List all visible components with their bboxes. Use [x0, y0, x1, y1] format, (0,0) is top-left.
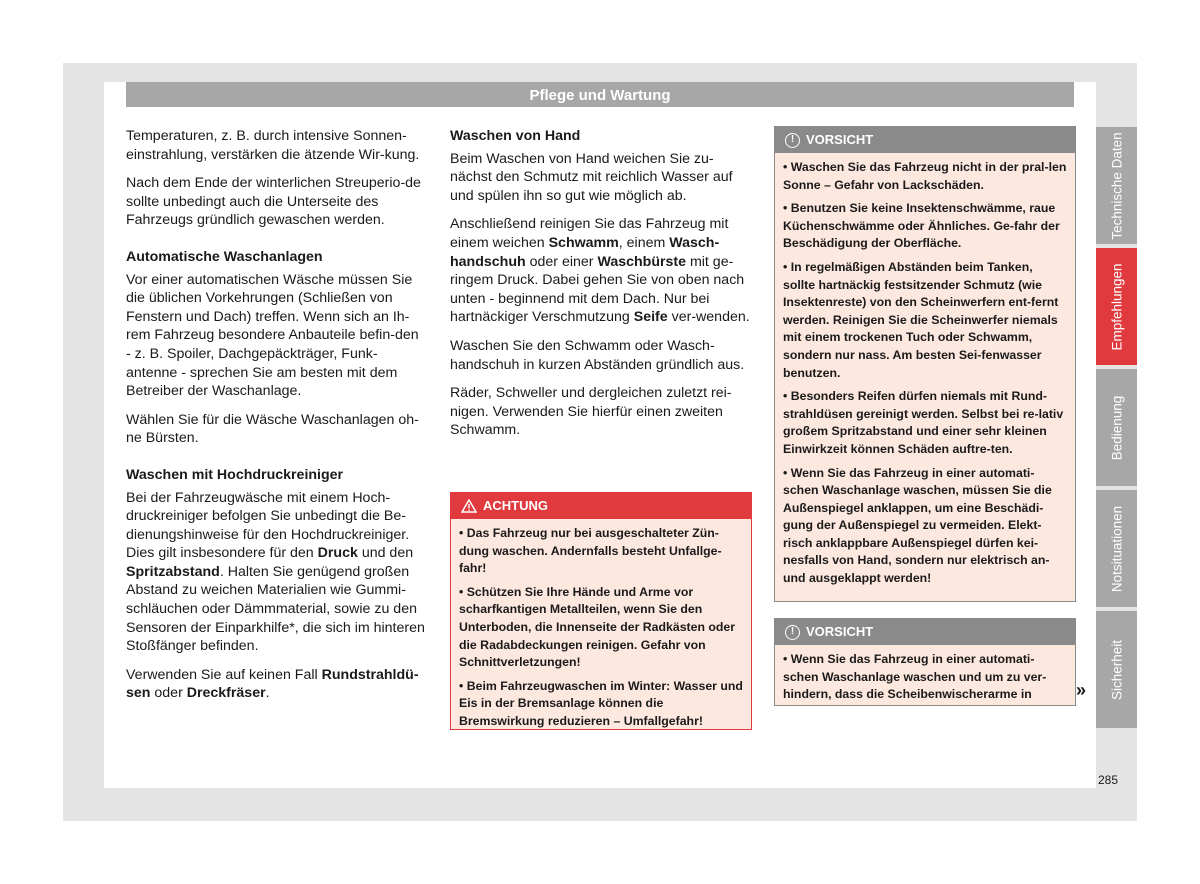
paragraph: Räder, Schweller und dergleichen zuletzt rei-nigen. Verwenden Sie hierfür einen zweiten Schwamm.	[450, 385, 732, 439]
bullet-icon: •	[783, 259, 791, 274]
bullet-icon: •	[459, 526, 467, 540]
bullet-item	[459, 525, 743, 578]
tab-sicherheit[interactable]: Sicherheit	[1096, 611, 1137, 728]
paragraph: Waschen Sie den Schwamm oder Wasch-handschuh in kurzen Abständen gründlich aus.	[450, 337, 745, 373]
caution-circle-icon: !	[785, 625, 800, 640]
paragraph: Vor einer automatischen Wäsche müssen Sie die üblichen Vorkehrungen (Schließen von Fenstern und Dach) treffen. Wenn sich an Ih-rem Fahrzeug besondere Anbauteile befin-den - z. B. Spoiler, Dachgepäckträger, Funk-antenne - sprechen Sie am besten mit dem Betreiber der Waschanlage.	[126, 271, 419, 400]
tab-bedienung[interactable]: Bedienung	[1096, 369, 1137, 486]
bullet-icon: •	[783, 160, 791, 174]
bullet-icon: •	[783, 201, 791, 216]
bullet-icon: •	[459, 678, 467, 693]
warning-list	[451, 519, 751, 741]
subheading: Waschen von Hand	[450, 128, 581, 144]
bullet-item	[459, 584, 743, 672]
bullet-icon: •	[783, 389, 791, 404]
paragraph: Anschließend reinigen Sie das Fahrzeug mit einem weichen Schwamm, einem Wasch-handschuh oder einer Waschbürste mit ge-ringem Druck. Dabei gehen Sie von oben nach unten - beginnend mit dem Dach. Nur bei hartnäckiger Verschmutzung Seife ver-wenden.	[450, 216, 750, 326]
bullet-text: Besonders Reifen dürfen niemals mit Rund-strahldüsen gereinigt werden. Selbst bei re-lativ großem Spritzabstand und einer sehr kleinen Einwirkzeit können Schäden auftre-ten.	[783, 389, 1064, 456]
caution-box-2	[774, 618, 1076, 706]
caution-box	[774, 126, 1076, 602]
caution-list	[775, 645, 1075, 706]
tab-empfehlungen[interactable]: Empfehlungen	[1096, 248, 1137, 365]
paragraph: Nach dem Ende der winterlichen Streuperio-de sollte unbedingt auch die Unterseite des Fahrzeugs gründlich gewaschen werden.	[126, 175, 421, 229]
warning-header	[451, 493, 751, 519]
bullet-item	[783, 259, 1067, 382]
bullet-item	[783, 159, 1067, 194]
paragraph: Temperaturen, z. B. durch intensive Sonnen-einstrahlung, verstärken die ätzende Wir-kung.	[126, 128, 420, 163]
bullet-text: Wenn Sie das Fahrzeug in einer automati-schen Waschanlage waschen und um zu ver-hindern, dass die Scheibenwischerarme in	[783, 652, 1047, 702]
tab-notsituationen[interactable]: Notsituationen	[1096, 490, 1137, 607]
subheading: Automatische Waschanlagen	[126, 248, 323, 265]
bullet-text: Beim Fahrzeugwaschen im Winter: Wasser und Eis in der Bremsanlage können die Bremswirkung reduzieren – Umfallgefahr!	[459, 678, 743, 728]
bullet-item	[783, 200, 1067, 253]
section-header: Pflege und Wartung	[126, 82, 1074, 107]
caution-circle-icon: !	[785, 133, 800, 148]
bullet-text: Das Fahrzeug nur bei ausgeschalteter Zün-dung waschen. Andernfalls besteht Unfallge-fahr!	[459, 526, 722, 576]
continue-mark: »	[1076, 680, 1087, 700]
bullet-item	[783, 651, 1067, 704]
subheading: Waschen mit Hochdruckreiniger	[126, 466, 344, 483]
bullet-icon: •	[783, 465, 791, 480]
caution-header	[775, 619, 1075, 645]
bullet-text: In regelmäßigen Abständen beim Tanken, sollte hartnäckig festsitzender Schmutz (wie Insektenreste) von den Scheinwerfern ent-fernt werden. Reinigen Sie die Scheinwerfer niemals mit einem trockenen Tuch oder Schwamm, sondern nur nass. Am besten Sei-fenwasser benutzen.	[783, 259, 1059, 380]
bullet-text: Benutzen Sie keine Insektenschwämme, raue Küchenschwämme oder Ähnliches. Ge-fahr der Beschädigung der Oberfläche.	[783, 201, 1060, 251]
tab-technische-daten[interactable]: Technische Daten	[1096, 127, 1137, 244]
warning-box	[450, 492, 752, 730]
warning-triangle-icon	[461, 499, 477, 513]
bullet-text: Waschen Sie das Fahrzeug nicht in der pral-len Sonne – Gefahr von Lackschäden.	[783, 160, 1067, 192]
column-left	[126, 127, 426, 713]
caution-list	[775, 153, 1075, 598]
bullet-icon: •	[459, 584, 467, 599]
caution-header	[775, 127, 1075, 153]
column-middle	[450, 127, 750, 450]
paragraph: Wählen Sie für die Wäsche Waschanlagen oh-ne Bürsten.	[126, 411, 419, 447]
paragraph: Beim Waschen von Hand weichen Sie zu-nächst den Schmutz mit reichlich Wasser auf und spülen ihn so gut wie möglich ab.	[450, 150, 733, 204]
bullet-text: Schützen Sie Ihre Hände und Arme vor scharfkantigen Metallteilen, wenn Sie den Unterboden, die Innenseite der Radkästen oder die Radabdeckungen reinigen. Gefahr von Schnittverletzungen!	[459, 584, 736, 670]
paragraph: Verwenden Sie auf keinen Fall Rundstrahldü-sen oder Dreckfräser.	[126, 666, 419, 702]
caution-label: VORSICHT	[806, 624, 874, 639]
bullet-item	[783, 465, 1067, 588]
caution-label: VORSICHT	[806, 132, 874, 147]
bullet-text: Wenn Sie das Fahrzeug in einer automati-schen Waschanlage waschen, müssen Sie die Außenspiegel anklappen, um eine Beschädi-gung der Außenspiegel zu vermeiden. Elekt-risch anklappbare Außenspiegel dürfen kei-nesfalls von Hand, sondern nur elektrisch an-und ausgeklappt werden!	[783, 465, 1052, 586]
warning-label: ACHTUNG	[483, 498, 548, 513]
paragraph: Bei der Fahrzeugwäsche mit einem Hoch-druckreiniger befolgen Sie unbedingt die Be-dienungshinweise für den Hochdruckreiniger. Dies gilt insbesondere für den Druck und den Spritzabstand. Halten Sie genügend großen Abstand zu weichen Materialien wie Gummi-schläuchen oder Dämmmaterial, sowie zu den Sensoren der Einparkhilfe*, die sich im hinteren Stoßfänger befinden.	[126, 489, 425, 655]
bullet-icon: •	[783, 652, 791, 666]
bullet-item	[783, 388, 1067, 458]
page-number: 285	[1098, 773, 1119, 787]
bullet-item	[459, 678, 743, 731]
